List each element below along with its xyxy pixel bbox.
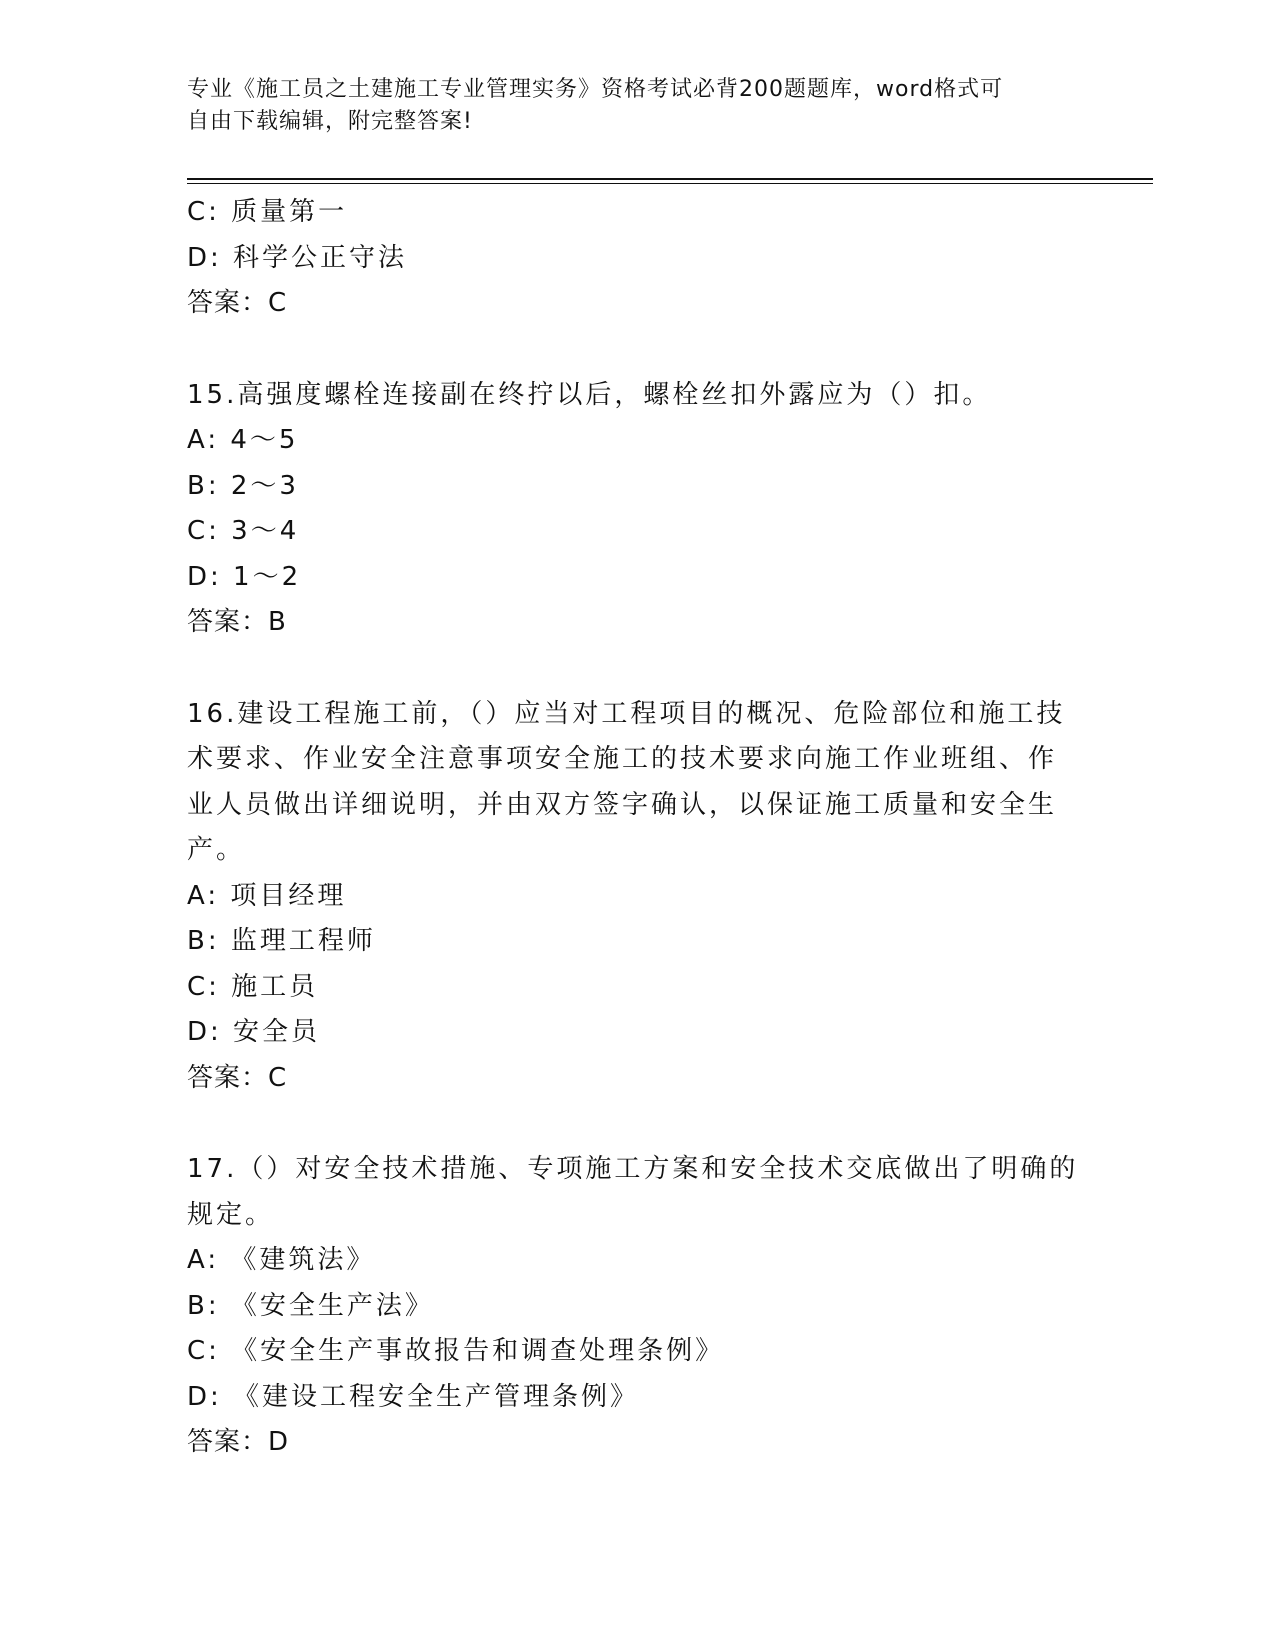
question-text-line-2: 术要求、作业安全注意事项安全施工的技术要求向施工作业班组、作 (187, 744, 1058, 774)
question-list (187, 190, 1087, 1466)
option-c: C: 《安全生产事故报告和调查处理条例》 (187, 1336, 725, 1366)
option-d: D: 安全员 (187, 1017, 321, 1047)
answer-line: 答案：C (187, 1062, 288, 1093)
header-line-1: 专业《施工员之土建施工专业管理实务》资格考试必背200题题库，word格式可 (187, 77, 1004, 102)
answer-line: 答案：B (187, 607, 287, 637)
option-a: A: 项目经理 (187, 880, 347, 911)
spacer (187, 327, 1087, 373)
option-b: B: 监理工程师 (187, 926, 376, 956)
question-text-line-2: 规定。 (187, 1199, 275, 1230)
question-text-line-4: 产。 (187, 835, 246, 865)
option-a: A: 4～5 (187, 425, 299, 455)
question-block-partial (187, 190, 1087, 327)
option-b: B: 2～3 (187, 470, 299, 501)
question-text: 15.高强度螺栓连接副在终拧以后，螺栓丝扣外露应为（）扣。 (187, 379, 992, 410)
question-text-line-3: 业人员做出详细说明，并由双方签字确认，以保证施工质量和安全生 (187, 789, 1058, 820)
answer-line: 答案：C (187, 288, 288, 318)
option-b: B: 《安全生产法》 (187, 1290, 434, 1321)
answer-line: 答案：D (187, 1427, 290, 1457)
option-c: C: 3～4 (187, 516, 300, 546)
header-line-2: 自由下载编辑，附完整答案! (187, 109, 473, 134)
header-divider-thick (187, 178, 1153, 180)
question-block-15 (187, 373, 1087, 646)
question-text-line-1: 17.（）对安全技术措施、专项施工方案和安全技术交底做出了明确的 (187, 1154, 1079, 1184)
question-block-16 (187, 692, 1087, 1102)
header-divider-thin (187, 183, 1153, 184)
option-d: D: 科学公正守法 (187, 242, 408, 273)
option-d: D: 1～2 (187, 561, 302, 592)
option-d: D: 《建设工程安全生产管理条例》 (187, 1381, 640, 1412)
option-a: A: 《建筑法》 (187, 1245, 376, 1275)
spacer (187, 1101, 1087, 1147)
spacer (187, 646, 1087, 692)
question-text-line-1: 16.建设工程施工前，（）应当对工程项目的概况、危险部位和施工技 (187, 698, 1066, 729)
page-header (187, 74, 1067, 138)
option-c: C: 质量第一 (187, 197, 348, 227)
question-block-17 (187, 1147, 1087, 1466)
option-c: C: 施工员 (187, 971, 319, 1002)
